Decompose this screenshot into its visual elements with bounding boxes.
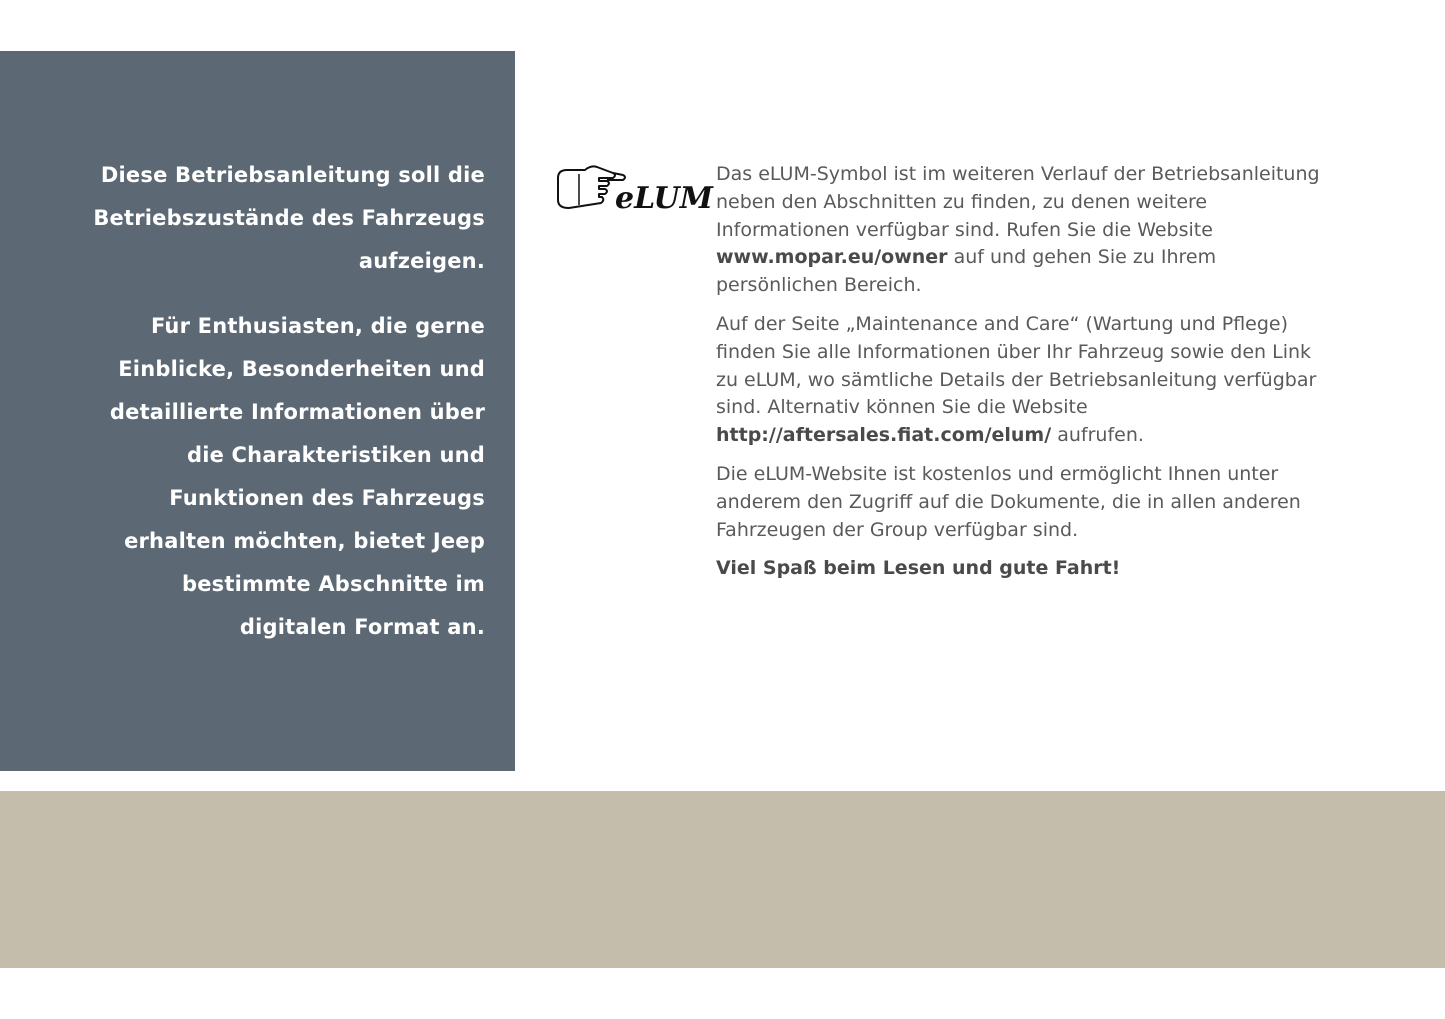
mopar-link[interactable]: www.mopar.eu/owner bbox=[716, 246, 948, 269]
side-panel-text bbox=[85, 154, 485, 671]
main-paragraph-1: Das eLUM-Symbol ist im weiteren Verlauf der Betriebsanleitung neben den Abschnitten zu finden, zu denen weitere Informationen verfügbar sind. Rufen Sie die Website www.mopar.eu/owner auf und gehen Sie zu Ihrem persönlichen Bereich. bbox=[716, 163, 1320, 297]
elum-logo bbox=[555, 160, 713, 216]
elum-link[interactable]: http://aftersales.fiat.com/elum/ bbox=[716, 424, 1052, 447]
closing-line: Viel Spaß beim Lesen und gute Fahrt! bbox=[716, 557, 1121, 580]
main-text bbox=[716, 161, 1326, 594]
side-paragraph-2: Für Enthusiasten, die gerne Einblicke, Besonderheiten und detaillierte Informationen über die Charakteristiken und Funktionen des Fahrzeugs erhalten möchten, bietet Jeep bestimmte Abschnitte im digitalen Format an. bbox=[109, 314, 485, 639]
side-panel bbox=[0, 51, 515, 771]
side-paragraph-1: Diese Betriebsanleitung soll die Betriebszustände des Fahrzeugs aufzeigen. bbox=[93, 163, 485, 273]
bottom-band bbox=[0, 791, 1445, 968]
main-paragraph-2: Auf der Seite „Maintenance and Care“ (Wartung und Pflege) finden Sie alle Informationen über Ihr Fahrzeug sowie den Link zu eLUM, wo sämtliche Details der Betriebsanleitung verfügbar sind. Alternativ können Sie die Website http://aftersales.fiat.com/elum/ aufrufen. bbox=[716, 312, 1317, 447]
elum-logo-text: eLUM bbox=[615, 181, 713, 216]
pointing-hand-icon bbox=[555, 160, 713, 216]
main-paragraph-3: Die eLUM-Website ist kostenlos und ermöglicht Ihnen unter anderem den Zugriff auf die Dokumente, die in allen anderen Fahrzeugen der Group verfügbar sind. bbox=[716, 462, 1301, 541]
